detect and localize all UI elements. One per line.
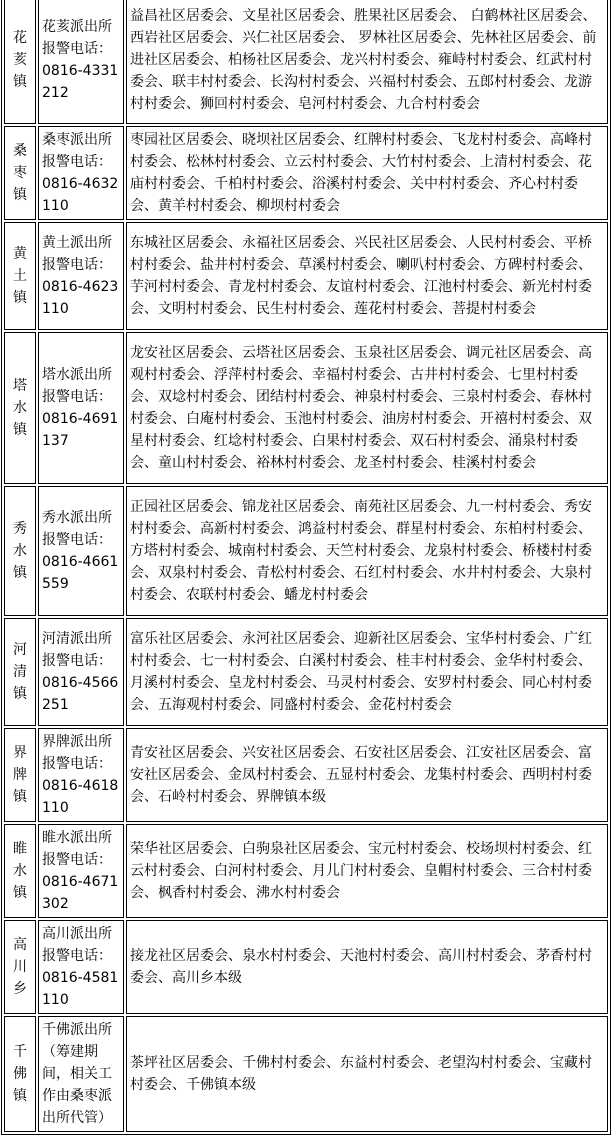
station-cell: 高川派出所 报警电话：0816-4581110 <box>38 920 124 1014</box>
town-cell: 桑枣镇 <box>4 126 36 220</box>
areas-cell: 枣园社区居委会、晓坝社区居委会、红牌村村委会、飞龙村村委会、高峰村村委会、松林村村委会、立云村村委会、大竹村村委会、上清村村委会、花庙村村委会、千柏村村委会、浴溪村村委会、关中村村委会、齐心村村委会、黄羊村村委会、柳坝村村委会 <box>126 126 608 220</box>
town-cell: 黄土镇 <box>4 222 36 330</box>
station-cell: 睢水派出所 报警电话：0816-4671302 <box>38 824 124 918</box>
table-row <box>4 0 608 124</box>
station-cell: 千佛派出所（筹建期间，相关工作由桑枣派出所代管） <box>38 1016 124 1132</box>
table-row <box>4 824 608 918</box>
table-row <box>4 920 608 1014</box>
station-cell: 塔水派出所 报警电话：0816-4691137 <box>38 332 124 484</box>
areas-cell: 正园社区居委会、锦龙社区居委会、南苑社区居委会、九一村村委会、秀安村村委会、高新村村委会、鸿益村村委会、群星村村委会、东柏村村委会、方塔村村委会、城南村村委会、天竺村村委会、龙泉村村委会、桥楼村村委会、双泉村村委会、青松村村委会、石红村村委会、水井村村委会、大泉村村委会、农联村村委会、蟠龙村村委会 <box>126 486 608 616</box>
station-cell: 黄土派出所 报警电话：0816-4623110 <box>38 222 124 330</box>
town-cell: 河清镇 <box>4 618 36 726</box>
areas-cell: 龙安社区居委会、云塔社区居委会、玉泉社区居委会、调元社区居委会、高观村村委会、浮萍村村委会、幸福村村委会、古井村村委会、七里村村委会、双埝村村委会、团结村村委会、神泉村村委会、三泉村村委会、春林村村委会、白庵村村委会、玉池村村委会、油房村村委会、开禧村村委会、双星村村委会、红埝村村委会、白果村村委会、双石村村委会、涌泉村村委会、童山村村委会、裕林村村委会、龙圣村村委会、桂溪村村委会 <box>126 332 608 484</box>
town-cell: 秀水镇 <box>4 486 36 616</box>
areas-cell: 东城社区居委会、永福社区居委会、兴民社区居委会、人民村村委会、平桥村村委会、盐井村村委会、草溪村村委会、喇叭村村委会、方碑村村委会、芋河村村委会、青龙村村委会、友谊村村委会、江池村村委会、新光村村委会、文明村村委会、民生村村委会、莲花村村委会、菩提村村委会 <box>126 222 608 330</box>
areas-cell: 益昌社区居委会、文星社区居委会、胜果社区居委会、 白鹤林社区居委会、 西岩社区居委会、兴仁社区居委会、 罗林社区居委会、先林社区居委会、前进社区居委会、柏杨社区居委会、龙兴村村委会、雍峙村村委会、红武村村委会、联丰村村委会、长沟村村委会、兴福村村委会、五郎村村委会、龙游村村委会、狮回村村委会、皂河村村委会、九合村村委会 <box>126 0 608 124</box>
town-cell: 界牌镇 <box>4 728 36 822</box>
town-cell: 千佛镇 <box>4 1016 36 1132</box>
town-cell: 高川乡 <box>4 920 36 1014</box>
table-row <box>4 486 608 616</box>
areas-cell: 青安社区居委会、兴安社区居委会、石安社区居委会、江安社区居委会、富安社区居委会、金凤村村委会、五显村村委会、龙集村村委会、西明村村委会、石岭村村委会、界牌镇本级 <box>126 728 608 822</box>
station-cell: 桑枣派出所报警电话：0816-4632110 <box>38 126 124 220</box>
areas-cell: 富乐社区居委会、永河社区居委会、迎新社区居委会、宝华村村委会、广红村村委会、七一村村委会、白溪村村委会、桂丰村村委会、金华村村委会、月溪村村委会、皇龙村村委会、马灵村村委会、安罗村村委会、同心村村委会、五海观村村委会、同盛村村委会、金花村村委会 <box>126 618 608 726</box>
station-cell: 界牌派出所报警电话：0816-4618110 <box>38 728 124 822</box>
areas-cell: 接龙社区居委会、泉水村村委会、天池村村委会、高川村村委会、茅香村村委会、高川乡本级 <box>126 920 608 1014</box>
station-cell: 花荄派出所 报警电话：0816-4331212 <box>38 0 124 124</box>
station-cell: 河清派出所报警电话：0816-4566251 <box>38 618 124 726</box>
table-row <box>4 222 608 330</box>
areas-cell: 茶坪社区居委会、千佛村村委会、东益村村委会、老望沟村村委会、宝藏村村委会、千佛镇本级 <box>126 1016 608 1132</box>
station-cell: 秀水派出所报警电话：0816-4661559 <box>38 486 124 616</box>
table-row <box>4 618 608 726</box>
table-row <box>4 728 608 822</box>
town-cell: 睢水镇 <box>4 824 36 918</box>
police-jurisdiction-table <box>1 0 611 1135</box>
table-row <box>4 126 608 220</box>
areas-cell: 荣华社区居委会、白驹泉社区居委会、宝元村村委会、校场坝村村委会、红云村村委会、白河村村委会、月儿门村村委会、皇帽村村委会、三合村村委会、枫香村村委会、沸水村村委会 <box>126 824 608 918</box>
town-cell: 花荄镇 <box>4 0 36 124</box>
table-row <box>4 332 608 484</box>
town-cell: 塔水镇 <box>4 332 36 484</box>
